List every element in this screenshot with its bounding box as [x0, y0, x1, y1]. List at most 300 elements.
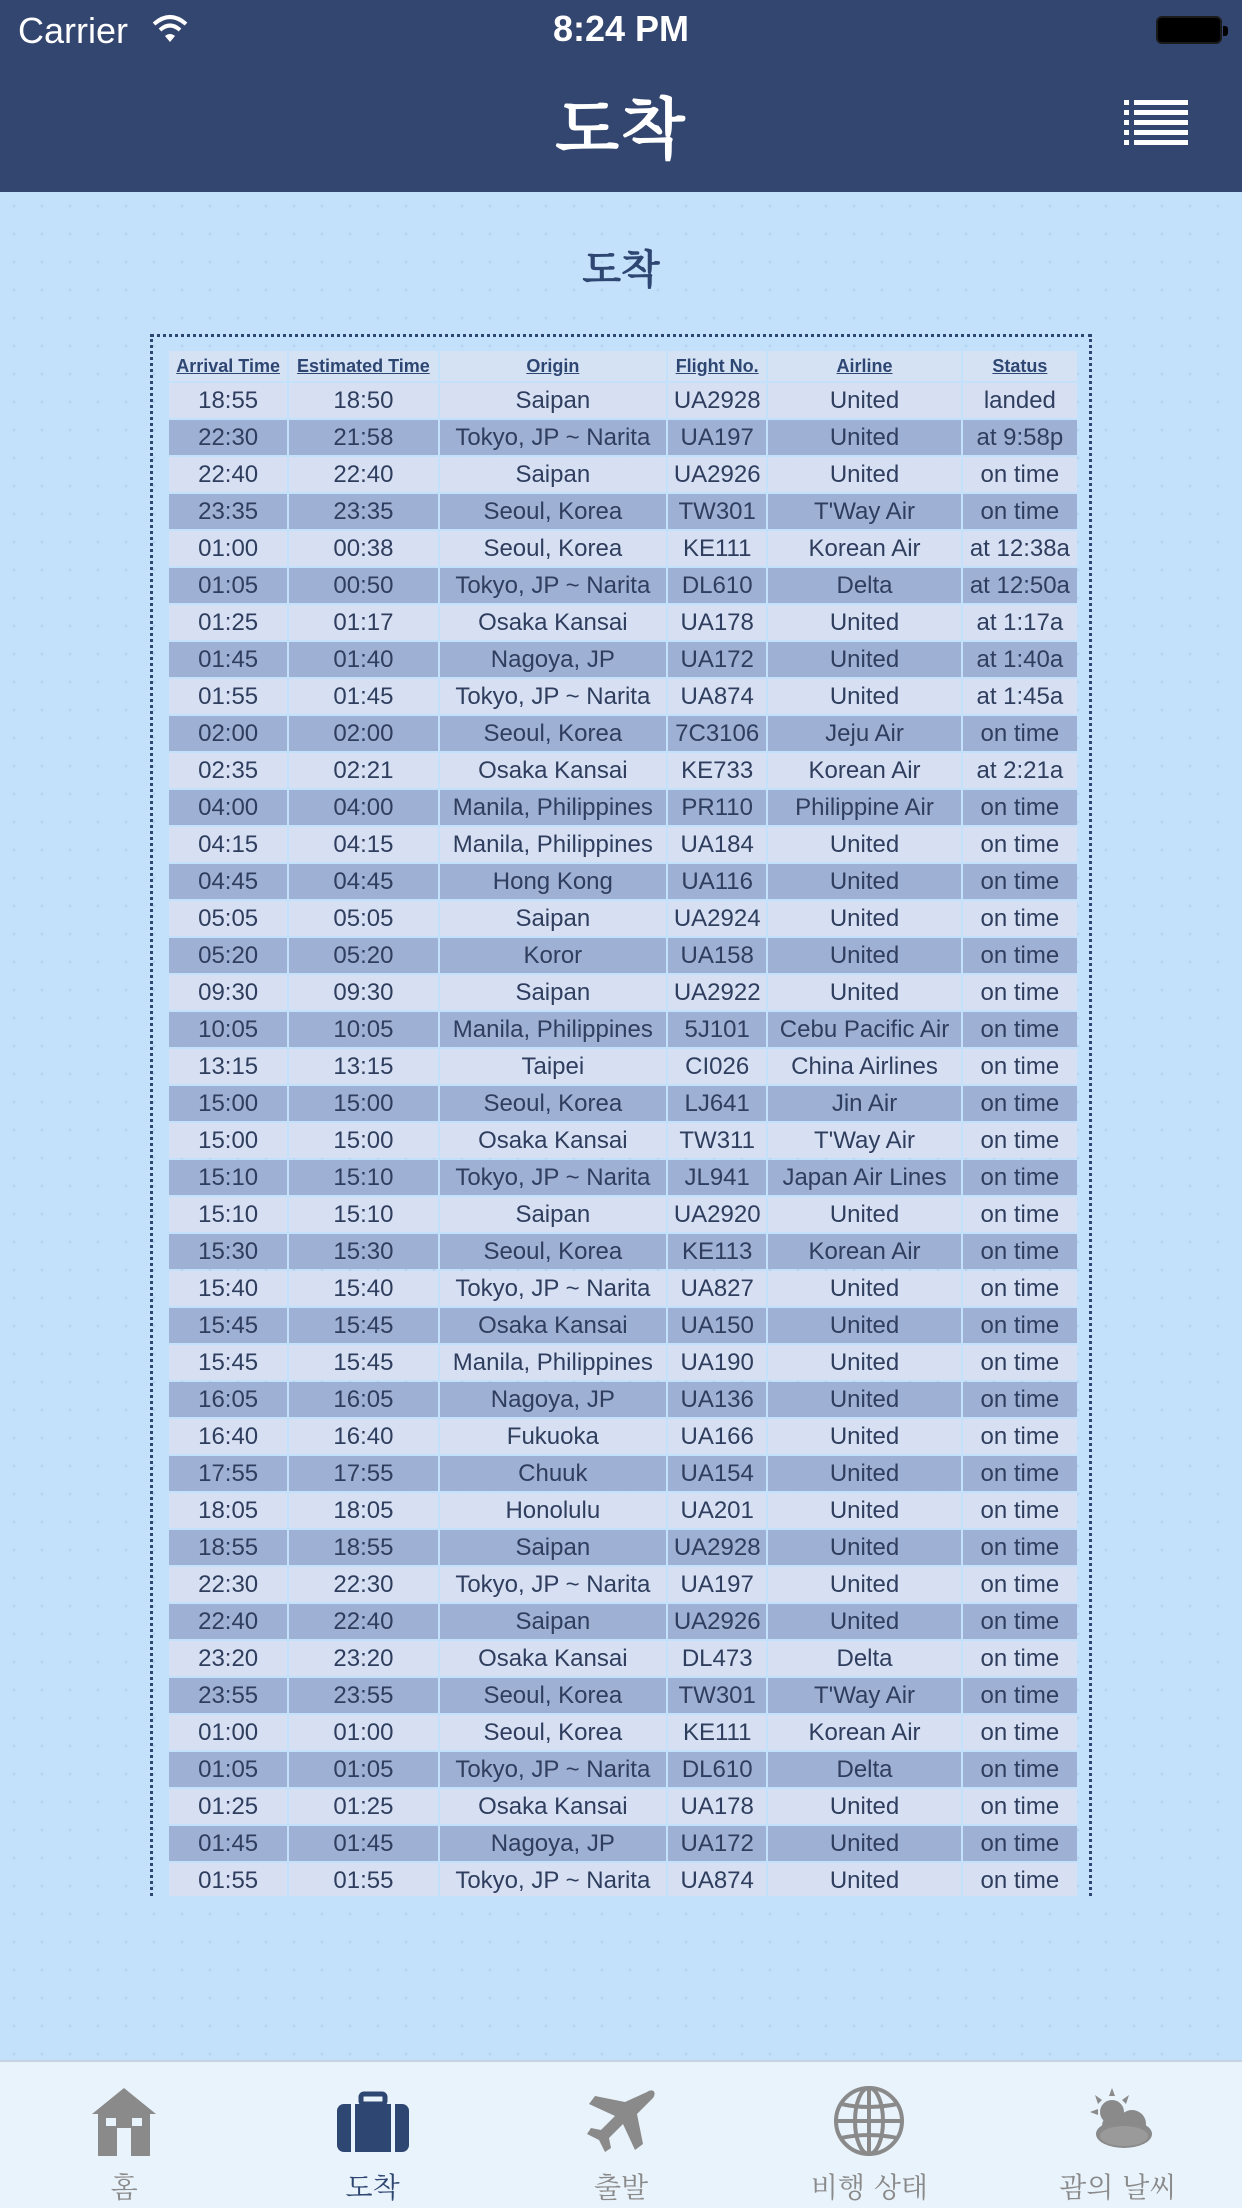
status-cell: on time	[963, 1271, 1077, 1306]
estimated-time-cell: 22:40	[289, 457, 437, 492]
arrival-time-cell: 13:15	[169, 1049, 287, 1084]
flight-no-cell: DL473	[668, 1641, 766, 1676]
table-row[interactable]	[169, 1567, 1077, 1602]
arrival-time-cell: 15:45	[169, 1345, 287, 1380]
flight-no-cell: UA150	[668, 1308, 766, 1343]
origin-cell: Seoul, Korea	[440, 1086, 667, 1121]
estimated-time-cell: 05:20	[289, 938, 437, 973]
table-row[interactable]	[169, 1123, 1077, 1158]
estimated-time-cell: 23:55	[289, 1678, 437, 1713]
table-row[interactable]	[169, 1678, 1077, 1713]
airline-cell: United	[768, 457, 960, 492]
arrival-time-cell: 22:40	[169, 457, 287, 492]
flight-no-cell: UA2924	[668, 901, 766, 936]
table-row[interactable]	[169, 864, 1077, 899]
table-row[interactable]	[169, 1530, 1077, 1565]
origin-cell: Tokyo, JP ~ Narita	[440, 420, 667, 455]
section-heading: 도착	[582, 247, 660, 293]
table-row[interactable]	[169, 1382, 1077, 1417]
airline-cell: United	[768, 679, 960, 714]
origin-cell: Saipan	[440, 975, 667, 1010]
tab-home[interactable]	[0, 2062, 248, 2208]
table-row[interactable]	[169, 383, 1077, 418]
status-cell: at 1:17a	[963, 605, 1077, 640]
table-row[interactable]	[169, 1826, 1077, 1861]
airline-cell: Korean Air	[768, 531, 960, 566]
table-row[interactable]	[169, 1308, 1077, 1343]
table-row[interactable]	[169, 1160, 1077, 1195]
airline-cell: United	[768, 605, 960, 640]
flight-no-cell: UA158	[668, 938, 766, 973]
flight-no-cell: UA136	[668, 1382, 766, 1417]
status-cell: on time	[963, 1493, 1077, 1528]
table-row[interactable]	[169, 1789, 1077, 1824]
tab-label: 홈	[110, 2171, 138, 2204]
flight-no-cell: UA874	[668, 1863, 766, 1896]
airline-cell: United	[768, 901, 960, 936]
origin-cell: Saipan	[440, 383, 667, 418]
arrival-time-cell: 10:05	[169, 1012, 287, 1047]
status-cell: on time	[963, 1604, 1077, 1639]
origin-cell: Saipan	[440, 901, 667, 936]
estimated-time-cell: 15:10	[289, 1160, 437, 1195]
home-icon	[84, 2084, 164, 2158]
flight-no-cell: UA116	[668, 864, 766, 899]
status-cell: on time	[963, 494, 1077, 529]
flight-no-cell: KE113	[668, 1234, 766, 1269]
arrival-time-cell: 01:00	[169, 531, 287, 566]
flight-no-cell: TW301	[668, 494, 766, 529]
table-row[interactable]	[169, 494, 1077, 529]
estimated-time-cell: 18:05	[289, 1493, 437, 1528]
table-row[interactable]	[169, 790, 1077, 825]
status-cell: at 1:45a	[963, 679, 1077, 714]
estimated-time-cell: 01:55	[289, 1863, 437, 1896]
tab-departures[interactable]	[497, 2062, 745, 2208]
estimated-time-cell: 04:00	[289, 790, 437, 825]
table-row[interactable]	[169, 1419, 1077, 1454]
flight-no-cell: DL610	[668, 568, 766, 603]
table-row[interactable]	[169, 753, 1077, 788]
list-menu-icon[interactable]	[1124, 100, 1188, 148]
carrier-label: Carrier	[18, 10, 129, 51]
status-cell: on time	[963, 1530, 1077, 1565]
estimated-time-cell: 23:20	[289, 1641, 437, 1676]
flight-no-cell: UA2928	[668, 383, 766, 418]
estimated-time-cell: 15:00	[289, 1123, 437, 1158]
origin-cell: Manila, Philippines	[440, 1012, 667, 1047]
col-origin[interactable]: Origin	[440, 351, 667, 381]
origin-cell: Manila, Philippines	[440, 790, 667, 825]
origin-cell: Seoul, Korea	[440, 1234, 667, 1269]
status-cell: landed	[963, 383, 1077, 418]
globe-icon	[829, 2084, 909, 2158]
status-cell: on time	[963, 1086, 1077, 1121]
table-row[interactable]	[169, 1604, 1077, 1639]
flight-no-cell: KE111	[668, 1715, 766, 1750]
table-row[interactable]	[169, 679, 1077, 714]
origin-cell: Honolulu	[440, 1493, 667, 1528]
arrival-time-cell: 15:10	[169, 1160, 287, 1195]
status-cell: on time	[963, 864, 1077, 899]
origin-cell: Tokyo, JP ~ Narita	[440, 568, 667, 603]
tab-label: 비행 상태	[810, 2171, 928, 2204]
status-cell: on time	[963, 1678, 1077, 1713]
origin-cell: Chuuk	[440, 1456, 667, 1491]
status-time: 8:24 PM	[552, 8, 690, 49]
origin-cell: Saipan	[440, 1604, 667, 1639]
flight-no-cell: UA178	[668, 605, 766, 640]
col-flight-no[interactable]: Flight No.	[668, 351, 766, 381]
status-cell: on time	[963, 1345, 1077, 1380]
origin-cell: Nagoya, JP	[440, 1826, 667, 1861]
table-row[interactable]	[169, 1493, 1077, 1528]
col-airline[interactable]: Airline	[768, 351, 960, 381]
tab-guam-weather[interactable]	[994, 2062, 1242, 2208]
page-title: 도착	[555, 91, 687, 168]
airline-cell: United	[768, 383, 960, 418]
status-cell: on time	[963, 1419, 1077, 1454]
status-cell: on time	[963, 1234, 1077, 1269]
airline-cell: United	[768, 1826, 960, 1861]
airline-cell: United	[768, 1567, 960, 1602]
status-cell: at 9:58p	[963, 420, 1077, 455]
table-row[interactable]	[169, 1049, 1077, 1084]
status-cell: on time	[963, 1826, 1077, 1861]
tab-arrivals[interactable]	[248, 2062, 496, 2208]
table-row[interactable]	[169, 1086, 1077, 1121]
arrival-time-cell: 23:35	[169, 494, 287, 529]
arrival-time-cell: 22:40	[169, 1604, 287, 1639]
airline-cell: Delta	[768, 1752, 960, 1787]
airline-cell: United	[768, 1197, 960, 1232]
estimated-time-cell: 23:35	[289, 494, 437, 529]
table-row[interactable]	[169, 1641, 1077, 1676]
status-cell: on time	[963, 1197, 1077, 1232]
airline-cell: United	[768, 1382, 960, 1417]
col-estimated-time[interactable]: Estimated Time	[289, 351, 437, 381]
flight-no-cell: 7C3106	[668, 716, 766, 751]
flight-no-cell: TW311	[668, 1123, 766, 1158]
table-row[interactable]	[169, 716, 1077, 751]
estimated-time-cell: 17:55	[289, 1456, 437, 1491]
status-cell: at 12:50a	[963, 568, 1077, 603]
estimated-time-cell: 15:10	[289, 1197, 437, 1232]
airline-cell: United	[768, 1604, 960, 1639]
table-row[interactable]	[169, 975, 1077, 1010]
arrival-time-cell: 01:00	[169, 1715, 287, 1750]
flight-no-cell: LJ641	[668, 1086, 766, 1121]
airline-cell: Korean Air	[768, 1715, 960, 1750]
estimated-time-cell: 02:21	[289, 753, 437, 788]
flight-no-cell: UA172	[668, 1826, 766, 1861]
airline-cell: United	[768, 1345, 960, 1380]
airline-cell: Japan Air Lines	[768, 1160, 960, 1195]
status-cell: at 12:38a	[963, 531, 1077, 566]
airline-cell: United	[768, 1789, 960, 1824]
status-cell: on time	[963, 827, 1077, 862]
origin-cell: Fukuoka	[440, 1419, 667, 1454]
arrival-time-cell: 16:05	[169, 1382, 287, 1417]
estimated-time-cell: 22:40	[289, 1604, 437, 1639]
airline-cell: China Airlines	[768, 1049, 960, 1084]
status-cell: on time	[963, 790, 1077, 825]
estimated-time-cell: 02:00	[289, 716, 437, 751]
table-row[interactable]	[169, 531, 1077, 566]
tab-label: 괌의 날씨	[1059, 2171, 1177, 2204]
table-row[interactable]	[169, 1012, 1077, 1047]
arrival-time-cell: 18:55	[169, 1530, 287, 1565]
status-cell: on time	[963, 716, 1077, 751]
estimated-time-cell: 01:25	[289, 1789, 437, 1824]
table-row[interactable]	[169, 1456, 1077, 1491]
table-row[interactable]	[169, 1752, 1077, 1787]
origin-cell: Manila, Philippines	[440, 827, 667, 862]
estimated-time-cell: 18:50	[289, 383, 437, 418]
tab-flight-status[interactable]	[745, 2062, 993, 2208]
estimated-time-cell: 13:15	[289, 1049, 437, 1084]
status-cell: on time	[963, 1456, 1077, 1491]
status-cell: on time	[963, 1308, 1077, 1343]
status-cell: on time	[963, 1123, 1077, 1158]
estimated-time-cell: 15:30	[289, 1234, 437, 1269]
airline-cell: United	[768, 1419, 960, 1454]
origin-cell: Hong Kong	[440, 864, 667, 899]
top-bar	[0, 0, 1242, 192]
arrival-time-cell: 22:30	[169, 1567, 287, 1602]
table-row[interactable]	[169, 642, 1077, 677]
arrival-time-cell: 16:40	[169, 1419, 287, 1454]
arrival-time-cell: 18:05	[169, 1493, 287, 1528]
airline-cell: Cebu Pacific Air	[768, 1012, 960, 1047]
origin-cell: Osaka Kansai	[440, 753, 667, 788]
arrival-time-cell: 01:55	[169, 1863, 287, 1896]
col-arrival-time[interactable]: Arrival Time	[169, 351, 287, 381]
table-row[interactable]	[169, 605, 1077, 640]
col-status[interactable]: Status	[963, 351, 1077, 381]
origin-cell: Nagoya, JP	[440, 1382, 667, 1417]
arrival-time-cell: 15:10	[169, 1197, 287, 1232]
airline-cell: Jeju Air	[768, 716, 960, 751]
table-row[interactable]	[169, 827, 1077, 862]
arrival-time-cell: 01:55	[169, 679, 287, 714]
arrival-time-cell: 09:30	[169, 975, 287, 1010]
estimated-time-cell: 22:30	[289, 1567, 437, 1602]
origin-cell: Seoul, Korea	[440, 1715, 667, 1750]
table-row[interactable]	[169, 420, 1077, 455]
arrival-time-cell: 01:25	[169, 605, 287, 640]
flight-no-cell: DL610	[668, 1752, 766, 1787]
airline-cell: T'Way Air	[768, 494, 960, 529]
estimated-time-cell: 01:17	[289, 605, 437, 640]
arrival-time-cell: 18:55	[169, 383, 287, 418]
flight-no-cell: KE111	[668, 531, 766, 566]
flight-no-cell: JL941	[668, 1160, 766, 1195]
origin-cell: Osaka Kansai	[440, 1123, 667, 1158]
flight-no-cell: UA184	[668, 827, 766, 862]
flight-no-cell: UA178	[668, 1789, 766, 1824]
arrival-time-cell: 23:55	[169, 1678, 287, 1713]
table-row[interactable]	[169, 1197, 1077, 1232]
origin-cell: Tokyo, JP ~ Narita	[440, 1863, 667, 1896]
estimated-time-cell: 09:30	[289, 975, 437, 1010]
arrival-time-cell: 04:45	[169, 864, 287, 899]
origin-cell: Osaka Kansai	[440, 1308, 667, 1343]
flight-no-cell: UA2926	[668, 1604, 766, 1639]
origin-cell: Osaka Kansai	[440, 605, 667, 640]
airline-cell: United	[768, 1493, 960, 1528]
estimated-time-cell: 15:45	[289, 1345, 437, 1380]
status-cell: on time	[963, 1012, 1077, 1047]
status-cell: at 2:21a	[963, 753, 1077, 788]
table-row[interactable]	[169, 901, 1077, 936]
origin-cell: Tokyo, JP ~ Narita	[440, 1567, 667, 1602]
arrival-time-cell: 05:05	[169, 901, 287, 936]
airline-cell: United	[768, 1271, 960, 1306]
status-cell: on time	[963, 1789, 1077, 1824]
estimated-time-cell: 04:45	[289, 864, 437, 899]
status-cell: on time	[963, 901, 1077, 936]
estimated-time-cell: 15:45	[289, 1308, 437, 1343]
origin-cell: Manila, Philippines	[440, 1345, 667, 1380]
table-row[interactable]	[169, 1345, 1077, 1380]
arrival-time-cell: 22:30	[169, 420, 287, 455]
arrival-time-cell: 01:45	[169, 1826, 287, 1861]
airline-cell: Korean Air	[768, 1234, 960, 1269]
estimated-time-cell: 00:50	[289, 568, 437, 603]
origin-cell: Seoul, Korea	[440, 716, 667, 751]
flight-no-cell: CI026	[668, 1049, 766, 1084]
arrival-time-cell: 15:30	[169, 1234, 287, 1269]
content-area[interactable]	[0, 192, 1242, 2060]
airline-cell: Delta	[768, 1641, 960, 1676]
estimated-time-cell: 15:40	[289, 1271, 437, 1306]
status-cell: on time	[963, 1752, 1077, 1787]
origin-cell: Saipan	[440, 1197, 667, 1232]
origin-cell: Seoul, Korea	[440, 1678, 667, 1713]
status-cell: on time	[963, 457, 1077, 492]
status-cell: on time	[963, 1863, 1077, 1896]
status-cell: on time	[963, 1715, 1077, 1750]
status-cell: on time	[963, 1160, 1077, 1195]
estimated-time-cell: 04:15	[289, 827, 437, 862]
table-row[interactable]	[169, 1234, 1077, 1269]
airline-cell: United	[768, 642, 960, 677]
suitcase-icon	[333, 2084, 413, 2158]
origin-cell: Nagoya, JP	[440, 642, 667, 677]
arrival-time-cell: 01:05	[169, 568, 287, 603]
tab-label: 출발	[593, 2171, 649, 2204]
table-row[interactable]	[169, 938, 1077, 973]
flight-no-cell: KE733	[668, 753, 766, 788]
flight-no-cell: TW301	[668, 1678, 766, 1713]
arrival-time-cell: 15:00	[169, 1086, 287, 1121]
arrival-time-cell: 01:05	[169, 1752, 287, 1787]
status-cell: on time	[963, 1641, 1077, 1676]
table-header-row	[169, 351, 1077, 381]
arrival-time-cell: 04:00	[169, 790, 287, 825]
arrival-time-cell: 15:40	[169, 1271, 287, 1306]
airline-cell: Delta	[768, 568, 960, 603]
flight-no-cell: UA197	[668, 420, 766, 455]
origin-cell: Taipei	[440, 1049, 667, 1084]
flight-no-cell: UA827	[668, 1271, 766, 1306]
status-cell: on time	[963, 1049, 1077, 1084]
status-cell: at 1:40a	[963, 642, 1077, 677]
flight-no-cell: UA2926	[668, 457, 766, 492]
flight-no-cell: 5J101	[668, 1012, 766, 1047]
flight-no-cell: UA2922	[668, 975, 766, 1010]
origin-cell: Saipan	[440, 457, 667, 492]
estimated-time-cell: 00:38	[289, 531, 437, 566]
battery-icon	[1156, 16, 1222, 44]
airline-cell: United	[768, 827, 960, 862]
flight-no-cell: UA874	[668, 679, 766, 714]
origin-cell: Osaka Kansai	[440, 1789, 667, 1824]
estimated-time-cell: 10:05	[289, 1012, 437, 1047]
airplane-icon	[581, 2084, 661, 2158]
airline-cell: United	[768, 864, 960, 899]
airline-cell: T'Way Air	[768, 1678, 960, 1713]
airline-cell: United	[768, 1530, 960, 1565]
airline-cell: United	[768, 1863, 960, 1896]
arrival-time-cell: 04:15	[169, 827, 287, 862]
estimated-time-cell: 21:58	[289, 420, 437, 455]
estimated-time-cell: 16:40	[289, 1419, 437, 1454]
status-bar	[0, 0, 1242, 60]
airline-cell: Korean Air	[768, 753, 960, 788]
airline-cell: Philippine Air	[768, 790, 960, 825]
flight-no-cell: UA2928	[668, 1530, 766, 1565]
arrival-time-cell: 02:00	[169, 716, 287, 751]
origin-cell: Saipan	[440, 1530, 667, 1565]
arrival-time-cell: 15:45	[169, 1308, 287, 1343]
arrival-time-cell: 02:35	[169, 753, 287, 788]
airline-cell: T'Way Air	[768, 1123, 960, 1158]
table-row[interactable]	[169, 1271, 1077, 1306]
flight-no-cell: UA154	[668, 1456, 766, 1491]
origin-cell: Osaka Kansai	[440, 1641, 667, 1676]
airline-cell: United	[768, 938, 960, 973]
estimated-time-cell: 15:00	[289, 1086, 437, 1121]
origin-cell: Tokyo, JP ~ Narita	[440, 1271, 667, 1306]
status-cell: on time	[963, 1567, 1077, 1602]
tab-label: 도착	[345, 2171, 400, 2204]
status-cell: on time	[963, 1382, 1077, 1417]
origin-cell: Seoul, Korea	[440, 494, 667, 529]
origin-cell: Koror	[440, 938, 667, 973]
estimated-time-cell: 01:45	[289, 679, 437, 714]
weather-icon	[1078, 2084, 1158, 2158]
origin-cell: Tokyo, JP ~ Narita	[440, 1160, 667, 1195]
arrivals-table-frame[interactable]	[150, 334, 1092, 1896]
table-row[interactable]	[169, 1863, 1077, 1896]
table-row[interactable]	[169, 568, 1077, 603]
arrival-time-cell: 23:20	[169, 1641, 287, 1676]
status-cell: on time	[963, 938, 1077, 973]
estimated-time-cell: 01:45	[289, 1826, 437, 1861]
estimated-time-cell: 01:05	[289, 1752, 437, 1787]
table-row[interactable]	[169, 1715, 1077, 1750]
airline-cell: Jin Air	[768, 1086, 960, 1121]
arrival-time-cell: 15:00	[169, 1123, 287, 1158]
airline-cell: United	[768, 975, 960, 1010]
arrival-time-cell: 05:20	[169, 938, 287, 973]
estimated-time-cell: 16:05	[289, 1382, 437, 1417]
flight-no-cell: UA172	[668, 642, 766, 677]
estimated-time-cell: 01:00	[289, 1715, 437, 1750]
table-row[interactable]	[169, 457, 1077, 492]
